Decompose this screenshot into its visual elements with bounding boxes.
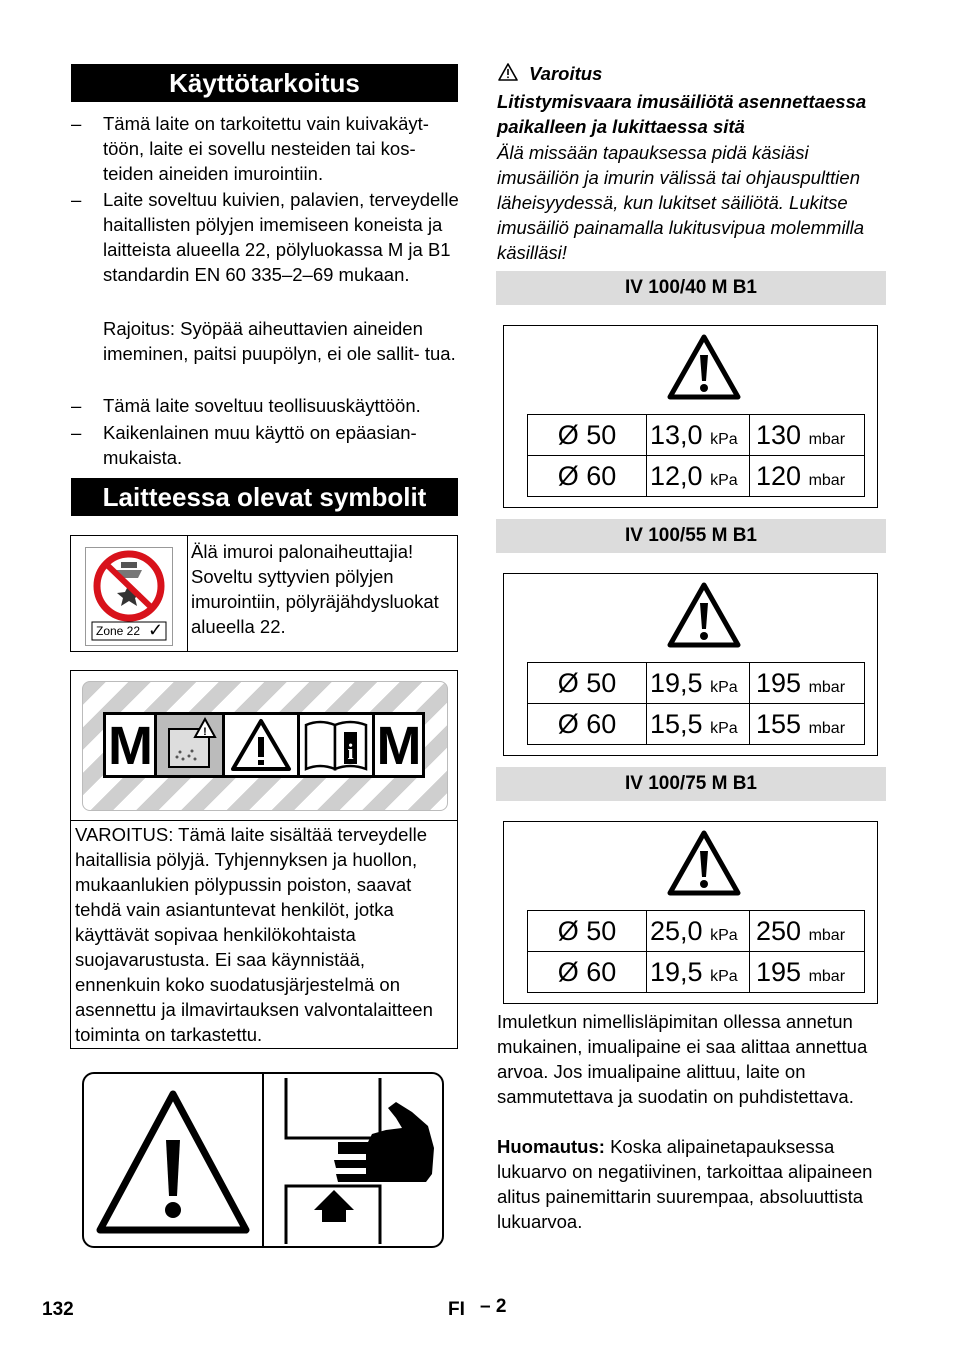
crush-hazard-pictogram (82, 1072, 444, 1248)
list-item (71, 420, 461, 470)
list-item (71, 316, 461, 366)
warning-triangle-icon (664, 579, 744, 651)
kpa-cell: 12,0 kPa (647, 456, 750, 497)
kpa-cell: 25,0 kPa (647, 911, 750, 952)
dust-container-icon (157, 715, 222, 775)
pressure-table (527, 414, 865, 497)
table-row (528, 952, 865, 993)
table-row (528, 415, 865, 456)
read-manual-icon (300, 715, 372, 775)
pressure-label (503, 821, 878, 1004)
model-heading: IV 100/40 M B1 (496, 271, 886, 305)
list-item-text: Tämä laite on tarkoitettu vain kuivakäyt- töön, laite ei sovellu nesteiden tai kos- teiden aineiden imurointiin. (103, 113, 429, 184)
remark (497, 1134, 887, 1234)
symbol-table (70, 535, 458, 652)
list-dash: – (71, 422, 82, 443)
model-heading: IV 100/55 M B1 (496, 519, 886, 553)
warning-icon (497, 62, 519, 82)
table-row (528, 704, 865, 745)
language-code: FI (448, 1299, 465, 1320)
hand-container-icon (268, 1078, 440, 1246)
list-item (71, 393, 461, 418)
kpa-cell: 13,0 kPa (647, 415, 750, 456)
diameter-cell: Ø 50 (528, 911, 647, 952)
warning-triangle-icon (664, 331, 744, 403)
svg-text:i: i (347, 739, 354, 764)
symbol-description: Älä imuroi palonaiheuttajia! Soveltu syttyvien pölyjen imurointiin, pölyräjähdysluokat alueella 22. (191, 541, 439, 637)
kpa-cell: 19,5 kPa (647, 952, 750, 993)
list-item-text: Rajoitus: Syöpää aiheuttavien aineiden imeminen, paitsi puupölyn, ei ole sallit- tua. (103, 318, 456, 364)
dust-class-m-label (82, 681, 448, 811)
list-dash: – (71, 395, 82, 416)
list-item-text: Laite soveltuu kuivien, palavien, terveydelle haitallisten pölyjen imemiseen koneista ja laitteista alueella 22, pölyluokassa M ja B1 standardin EN 60 335–2–69 mukaan. (103, 189, 459, 285)
page-number: 132 (42, 1299, 74, 1320)
zone-label: Zone 22 (96, 624, 141, 638)
model-heading: IV 100/75 M B1 (496, 767, 886, 801)
mbar-cell: 120 mbar (750, 456, 865, 497)
heading-kayttotarkoitus: Käyttötarkoitus (71, 64, 458, 102)
list-item (71, 111, 461, 186)
mbar-cell: 195 mbar (750, 952, 865, 993)
pressure-table (527, 910, 865, 993)
warning-triangle-icon (664, 827, 744, 899)
list-item-text: Tämä laite soveltuu teollisuuskäyttöön. (103, 395, 421, 416)
svg-text:!: ! (203, 726, 207, 738)
diameter-cell: Ø 60 (528, 456, 647, 497)
mbar-cell: 195 mbar (750, 663, 865, 704)
heading-symbolit: Laitteessa olevat symbolit (71, 478, 458, 516)
pressure-label (503, 325, 878, 508)
mbar-cell: 250 mbar (750, 911, 865, 952)
check-icon: ✓ (148, 620, 164, 640)
kpa-cell: 19,5 kPa (647, 663, 750, 704)
table-row (528, 663, 865, 704)
table-row (528, 911, 865, 952)
diameter-cell: Ø 50 (528, 415, 647, 456)
diameter-cell: Ø 50 (528, 663, 647, 704)
warning-triangle-icon (225, 715, 297, 775)
list-dash: – (71, 113, 82, 134)
no-ignition-sources-icon (85, 547, 173, 646)
warning-title: Varoitus (529, 63, 603, 84)
pressure-table (527, 662, 865, 745)
kpa-cell: 15,5 kPa (647, 704, 750, 745)
diameter-cell: Ø 60 (528, 704, 647, 745)
note-text: Imuletkun nimellisläpimitan ollessa annetun mukainen, imualipaine ei saa alittaa annettua arvoa. Jos imualipaine alittuu, laite on sammutettava ja suodatin on puhdistettava. (497, 1011, 868, 1107)
diameter-cell: Ø 60 (528, 952, 647, 993)
mbar-cell: 155 mbar (750, 704, 865, 745)
list-item-text: Kaikenlainen muu käyttö on epäasian- mukaista. (103, 422, 417, 468)
m-letter-right: M (376, 716, 422, 776)
remark-label: Huomautus: (497, 1136, 605, 1157)
table-row (528, 456, 865, 497)
pressure-label (503, 573, 878, 756)
list-dash: – (71, 189, 82, 210)
mbar-cell: 130 mbar (750, 415, 865, 456)
warning-body: Älä missään tapauksessa pidä käsiäsi imusäiliön ja imurin välissä tai ohjauspulttien läheisyydessä, kun lukitset säiliötä. Lukitse imusäiliö painamalla lukitusvipua molemmilla käsilläsi! (497, 142, 865, 263)
remark-text: Koska alipainetapauksessa lukuarvo on negatiivinen, tarkoittaa alipaineen alitus painemittarin suurempaa, absoluuttista lukuarvoa. (497, 1136, 873, 1232)
large-warning-icon (90, 1084, 256, 1240)
page-sub: – 2 (480, 1296, 507, 1317)
hazard-label-box (70, 670, 458, 1049)
m-letter-left: M (108, 716, 153, 776)
list-item (71, 187, 461, 287)
warning-bold: Litistymisvaara imusäiliötä asennettaessa paikalleen ja lukittaessa sitä (497, 91, 867, 137)
hazard-warning-text: VAROITUS: Tämä laite sisältää terveydelle haitallisia pölyjä. Tyhjennyksen ja huollon, mukaanlukien pölypussin poiston, saavat tehdä vain asiantuntevat henkilöt, jotka käyttävät sopivaa henkilökohtaista suojavarustusta. Ei saa käynnistää, ennenkuin koko suodatusjärjestelmä on asennettu ja ilmavirtauksen valvontalaitteen toiminta on tarkastettu. (75, 824, 433, 1045)
